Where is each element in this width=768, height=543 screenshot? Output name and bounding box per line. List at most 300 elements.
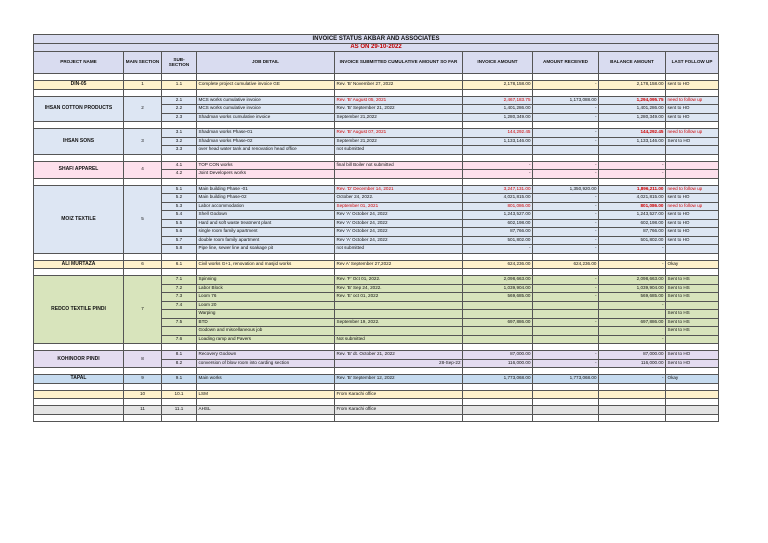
sub-section-cell[interactable]: 5.8	[162, 245, 197, 254]
sub-section-cell[interactable]: 10.1	[162, 390, 197, 399]
invoice-submitted-cell[interactable]: Rev. 'B' August 07, 2021	[335, 129, 463, 138]
empty-cell[interactable]	[666, 74, 719, 81]
empty-cell[interactable]	[34, 414, 124, 421]
invoice-submitted-cell[interactable]: September 21,2022	[335, 113, 463, 122]
invoice-amount-cell[interactable]: 87,000.00	[463, 351, 533, 360]
project-name-cell[interactable]: KOHINOOR PINDI	[34, 351, 124, 368]
empty-cell[interactable]	[197, 383, 335, 390]
last-follow-up-cell[interactable]: need to follow up	[666, 202, 719, 211]
amount-received-cell[interactable]	[533, 335, 599, 344]
invoice-submitted-cell[interactable]: not submitted	[335, 146, 463, 155]
job-detail-cell[interactable]: BTD	[197, 318, 335, 327]
job-detail-cell[interactable]: Civil works G+1, renovation and masjid works	[197, 260, 335, 269]
invoice-amount-cell[interactable]: 2,178,158.00	[463, 81, 533, 90]
empty-cell[interactable]	[197, 89, 335, 96]
sub-section-cell[interactable]: 5.1	[162, 185, 197, 194]
empty-cell[interactable]	[666, 122, 719, 129]
sub-section-cell[interactable]: 7.2	[162, 284, 197, 293]
empty-cell[interactable]	[533, 89, 599, 96]
amount-received-cell[interactable]	[533, 406, 599, 415]
amount-received-cell[interactable]: -	[533, 276, 599, 285]
last-follow-up-cell[interactable]: Okay	[666, 260, 719, 269]
job-detail-cell[interactable]: Labor accommodation	[197, 202, 335, 211]
empty-cell[interactable]	[34, 383, 124, 390]
empty-cell[interactable]	[666, 344, 719, 351]
amount-received-cell[interactable]	[533, 327, 599, 336]
empty-cell[interactable]	[124, 74, 162, 81]
empty-cell[interactable]	[666, 368, 719, 375]
amount-received-cell[interactable]: -	[533, 113, 599, 122]
amount-received-cell[interactable]: -	[533, 161, 599, 170]
empty-cell[interactable]	[463, 344, 533, 351]
invoice-submitted-cell[interactable]: Rev. 'B' Sep 24, 2022.	[335, 284, 463, 293]
job-detail-cell[interactable]: Pipe line, sewer line and soakage pit	[197, 245, 335, 254]
empty-cell[interactable]	[599, 122, 666, 129]
last-follow-up-cell[interactable]	[666, 146, 719, 155]
job-detail-cell[interactable]: Loom 76	[197, 293, 335, 302]
last-follow-up-cell[interactable]	[666, 161, 719, 170]
invoice-amount-cell[interactable]: -	[463, 245, 533, 254]
amount-received-cell[interactable]: -	[533, 228, 599, 237]
header-amount-received[interactable]: AMOUNT RECEIVED	[533, 52, 599, 74]
main-section-cell[interactable]: 6	[124, 260, 162, 269]
balance-amount-cell[interactable]: 87,000.00	[599, 351, 666, 360]
header-last-follow-up[interactable]: LAST FOLLOW UP	[666, 52, 719, 74]
invoice-submitted-cell[interactable]: Rev 'A' October 24, 2022	[335, 219, 463, 228]
project-name-cell[interactable]: MOIZ TEXTILE	[34, 185, 124, 253]
balance-amount-cell[interactable]: -	[599, 170, 666, 179]
balance-amount-cell[interactable]: 1,896,211.00	[599, 185, 666, 194]
sub-section-cell[interactable]: 2.2	[162, 105, 197, 114]
balance-amount-cell[interactable]: 2,098,663.00	[599, 276, 666, 285]
invoice-amount-cell[interactable]	[463, 335, 533, 344]
main-section-cell[interactable]: 10	[124, 390, 162, 399]
invoice-submitted-cell[interactable]: final bill Boiler not submitted	[335, 161, 463, 170]
empty-cell[interactable]	[162, 269, 197, 276]
empty-cell[interactable]	[599, 344, 666, 351]
empty-cell[interactable]	[335, 383, 463, 390]
balance-amount-cell[interactable]: 602,198.00	[599, 219, 666, 228]
amount-received-cell[interactable]	[533, 390, 599, 399]
invoice-amount-cell[interactable]: 1,243,527.00	[463, 211, 533, 220]
empty-cell[interactable]	[34, 154, 124, 161]
empty-cell[interactable]	[599, 269, 666, 276]
last-follow-up-cell[interactable]: sent to HO	[666, 194, 719, 203]
invoice-submitted-cell[interactable]	[335, 301, 463, 310]
job-detail-cell[interactable]: Spinning	[197, 276, 335, 285]
empty-cell[interactable]	[533, 178, 599, 185]
job-detail-cell[interactable]: Complete project cumulative invoice GE	[197, 81, 335, 90]
invoice-submitted-cell[interactable]: Rev. 'B' September 21, 2022	[335, 105, 463, 114]
empty-cell[interactable]	[162, 253, 197, 260]
main-section-cell[interactable]: 7	[124, 276, 162, 344]
sub-section-cell[interactable]: 11.1	[162, 406, 197, 415]
empty-cell[interactable]	[599, 154, 666, 161]
invoice-submitted-cell[interactable]: not submitted	[335, 245, 463, 254]
sub-section-cell[interactable]: 3.3	[162, 146, 197, 155]
empty-cell[interactable]	[666, 178, 719, 185]
invoice-submitted-cell[interactable]	[335, 310, 463, 319]
empty-cell[interactable]	[463, 368, 533, 375]
main-section-cell[interactable]: 8	[124, 351, 162, 368]
empty-cell[interactable]	[666, 253, 719, 260]
invoice-submitted-cell[interactable]: Rev 'A' October 24, 2022	[335, 236, 463, 245]
empty-cell[interactable]	[599, 89, 666, 96]
last-follow-up-cell[interactable]: Sent to HS	[666, 284, 719, 293]
invoice-submitted-cell[interactable]: September 01, 2021	[335, 202, 463, 211]
empty-cell[interactable]	[463, 178, 533, 185]
last-follow-up-cell[interactable]: Sent to HO	[666, 137, 719, 146]
empty-cell[interactable]	[463, 383, 533, 390]
empty-cell[interactable]	[335, 74, 463, 81]
empty-cell[interactable]	[533, 122, 599, 129]
amount-received-cell[interactable]: -	[533, 351, 599, 360]
sub-section-cell[interactable]: 3.2	[162, 137, 197, 146]
empty-cell[interactable]	[197, 122, 335, 129]
empty-cell[interactable]	[34, 178, 124, 185]
amount-received-cell[interactable]: -	[533, 202, 599, 211]
main-section-cell[interactable]: 5	[124, 185, 162, 253]
job-detail-cell[interactable]: Godown and miscellaneous job	[197, 327, 335, 336]
empty-cell[interactable]	[666, 89, 719, 96]
header-sub-section[interactable]: SUB-SECTION	[162, 52, 197, 74]
job-detail-cell[interactable]: Shadman works cumulative invoice	[197, 113, 335, 122]
empty-cell[interactable]	[335, 154, 463, 161]
empty-cell[interactable]	[197, 269, 335, 276]
invoice-amount-cell[interactable]: 602,198.00	[463, 219, 533, 228]
job-detail-cell[interactable]: Shadman works Phase-02	[197, 137, 335, 146]
empty-cell[interactable]	[124, 89, 162, 96]
invoice-amount-cell[interactable]: -	[463, 170, 533, 179]
main-section-cell[interactable]: 9	[124, 375, 162, 384]
invoice-amount-cell[interactable]: 1,401,286.00	[463, 105, 533, 114]
last-follow-up-cell[interactable]: need to follow up	[666, 185, 719, 194]
project-name-cell[interactable]: ALI MURTAZA	[34, 260, 124, 269]
invoice-amount-cell[interactable]: 3,247,131.00	[463, 185, 533, 194]
empty-cell[interactable]	[124, 253, 162, 260]
sub-section-cell[interactable]: 6.1	[162, 260, 197, 269]
amount-received-cell[interactable]: -	[533, 129, 599, 138]
empty-cell[interactable]	[124, 122, 162, 129]
balance-amount-cell[interactable]: 87,766.00	[599, 228, 666, 237]
header-project-name[interactable]: PROJECT NAME	[34, 52, 124, 74]
invoice-amount-cell[interactable]: 501,802.00	[463, 236, 533, 245]
balance-amount-cell[interactable]	[599, 406, 666, 415]
empty-cell[interactable]	[335, 368, 463, 375]
empty-cell[interactable]	[162, 344, 197, 351]
job-detail-cell[interactable]: conversion of blow room into carding section	[197, 359, 335, 368]
empty-cell[interactable]	[533, 414, 599, 421]
invoice-amount-cell[interactable]: 624,236.00	[463, 260, 533, 269]
main-section-cell[interactable]: 3	[124, 129, 162, 155]
balance-amount-cell[interactable]: -	[599, 245, 666, 254]
job-detail-cell[interactable]: Main building Phase-02	[197, 194, 335, 203]
empty-cell[interactable]	[335, 269, 463, 276]
invoice-amount-cell[interactable]	[463, 406, 533, 415]
job-detail-cell[interactable]: MCS works cumulative invoice	[197, 96, 335, 105]
main-section-cell[interactable]: 2	[124, 96, 162, 122]
amount-received-cell[interactable]: -	[533, 318, 599, 327]
empty-cell[interactable]	[599, 74, 666, 81]
empty-cell[interactable]	[162, 154, 197, 161]
amount-received-cell[interactable]: -	[533, 105, 599, 114]
sheet-title[interactable]: INVOICE STATUS AKBAR AND ASSOCIATES	[34, 35, 719, 44]
main-section-cell[interactable]: 4	[124, 161, 162, 178]
last-follow-up-cell[interactable]: Sent to HO	[666, 359, 719, 368]
sub-section-cell[interactable]: 5.4	[162, 211, 197, 220]
invoice-submitted-cell[interactable]: 28-Sep-22	[335, 359, 463, 368]
last-follow-up-cell[interactable]	[666, 245, 719, 254]
last-follow-up-cell[interactable]: sent to HO	[666, 105, 719, 114]
balance-amount-cell[interactable]: -	[599, 161, 666, 170]
balance-amount-cell[interactable]: 501,802.00	[599, 236, 666, 245]
empty-cell[interactable]	[162, 89, 197, 96]
sub-section-cell[interactable]: 7.3	[162, 293, 197, 302]
balance-amount-cell[interactable]	[599, 310, 666, 319]
project-name-cell[interactable]	[34, 390, 124, 399]
amount-received-cell[interactable]: -	[533, 137, 599, 146]
job-detail-cell[interactable]: over head water tank and renovation head office	[197, 146, 335, 155]
invoice-amount-cell[interactable]: 569,685.00	[463, 293, 533, 302]
last-follow-up-cell[interactable]: Sent to HS	[666, 293, 719, 302]
empty-cell[interactable]	[335, 344, 463, 351]
invoice-amount-cell[interactable]: 1,280,349.00	[463, 113, 533, 122]
amount-received-cell[interactable]: -	[533, 293, 599, 302]
empty-cell[interactable]	[463, 74, 533, 81]
last-follow-up-cell[interactable]	[666, 170, 719, 179]
project-name-cell[interactable]: IHSAN COTTON PRODUCTS	[34, 96, 124, 122]
job-detail-cell[interactable]: double room family apartment	[197, 236, 335, 245]
job-detail-cell[interactable]: Shadman works Phase-01	[197, 129, 335, 138]
empty-cell[interactable]	[335, 122, 463, 129]
balance-amount-cell[interactable]: 2,178,158.00	[599, 81, 666, 90]
last-follow-up-cell[interactable]	[666, 390, 719, 399]
job-detail-cell[interactable]: Warping	[197, 310, 335, 319]
last-follow-up-cell[interactable]: Okay	[666, 375, 719, 384]
sub-section-cell[interactable]: 9.1	[162, 375, 197, 384]
empty-cell[interactable]	[533, 383, 599, 390]
empty-cell[interactable]	[197, 399, 335, 406]
last-follow-up-cell[interactable]: sent to HO	[666, 236, 719, 245]
job-detail-cell[interactable]: AHSL	[197, 406, 335, 415]
sub-section-cell[interactable]: 1.1	[162, 81, 197, 90]
empty-cell[interactable]	[34, 253, 124, 260]
invoice-submitted-cell[interactable]: From Karachi office	[335, 406, 463, 415]
empty-cell[interactable]	[34, 122, 124, 129]
empty-cell[interactable]	[197, 344, 335, 351]
empty-cell[interactable]	[34, 74, 124, 81]
sub-section-cell[interactable]: 2.3	[162, 113, 197, 122]
sub-section-cell[interactable]: 5.5	[162, 219, 197, 228]
sub-section-cell[interactable]: 2.1	[162, 96, 197, 105]
project-name-cell[interactable]: IHSAN SONS	[34, 129, 124, 155]
last-follow-up-cell[interactable]	[666, 406, 719, 415]
empty-cell[interactable]	[599, 368, 666, 375]
empty-cell[interactable]	[463, 89, 533, 96]
invoice-amount-cell[interactable]: 1,039,904.00	[463, 284, 533, 293]
header-invoice-amount[interactable]: INVOICE AMOUNT	[463, 52, 533, 74]
sub-section-cell[interactable]: 7.4	[162, 301, 197, 310]
amount-received-cell[interactable]: -	[533, 219, 599, 228]
balance-amount-cell[interactable]: 1,294,095.75	[599, 96, 666, 105]
invoice-submitted-cell[interactable]: Rev 'A' October 24, 2022	[335, 211, 463, 220]
sheet-subtitle[interactable]: AS ON 29-10-2022	[34, 43, 719, 52]
balance-amount-cell[interactable]: 1,133,146.00	[599, 137, 666, 146]
invoice-submitted-cell[interactable]: Rev. 'F' Oct 01, 2022.	[335, 276, 463, 285]
empty-cell[interactable]	[335, 89, 463, 96]
empty-cell[interactable]	[335, 414, 463, 421]
header-job-detail[interactable]: JOB DETAIL	[197, 52, 335, 74]
sub-section-cell[interactable]	[162, 310, 197, 319]
empty-cell[interactable]	[197, 178, 335, 185]
job-detail-cell[interactable]: Loading ramp and Pavers	[197, 335, 335, 344]
empty-cell[interactable]	[599, 399, 666, 406]
sub-section-cell[interactable]: 5.7	[162, 236, 197, 245]
invoice-submitted-cell[interactable]	[335, 327, 463, 336]
amount-received-cell[interactable]	[533, 146, 599, 155]
job-detail-cell[interactable]: Recovery Godown	[197, 351, 335, 360]
amount-received-cell[interactable]: -	[533, 211, 599, 220]
last-follow-up-cell[interactable]: Sent to HS	[666, 327, 719, 336]
balance-amount-cell[interactable]	[599, 146, 666, 155]
empty-cell[interactable]	[533, 253, 599, 260]
empty-cell[interactable]	[162, 368, 197, 375]
last-follow-up-cell[interactable]: sent to HO	[666, 211, 719, 220]
empty-cell[interactable]	[34, 89, 124, 96]
amount-received-cell[interactable]: -	[533, 194, 599, 203]
sub-section-cell[interactable]: 5.3	[162, 202, 197, 211]
job-detail-cell[interactable]: Joint Developers works	[197, 170, 335, 179]
last-follow-up-cell[interactable]: Sent to HS	[666, 310, 719, 319]
invoice-amount-cell[interactable]: 2,098,663.00	[463, 276, 533, 285]
job-detail-cell[interactable]: single room family apartment	[197, 228, 335, 237]
invoice-amount-cell[interactable]: 87,766.00	[463, 228, 533, 237]
amount-received-cell[interactable]: -	[533, 81, 599, 90]
invoice-submitted-cell[interactable]: Rev. 'B' August 05, 2021	[335, 96, 463, 105]
empty-cell[interactable]	[124, 414, 162, 421]
empty-cell[interactable]	[124, 178, 162, 185]
main-section-cell[interactable]: 1	[124, 81, 162, 90]
invoice-submitted-cell[interactable]: Rev. 'B' September 12, 2022	[335, 375, 463, 384]
empty-cell[interactable]	[666, 269, 719, 276]
balance-amount-cell[interactable]: -	[599, 335, 666, 344]
amount-received-cell[interactable]	[533, 301, 599, 310]
amount-received-cell[interactable]	[533, 310, 599, 319]
invoice-amount-cell[interactable]: 144,292.45	[463, 129, 533, 138]
last-follow-up-cell[interactable]: sent to HO	[666, 219, 719, 228]
invoice-submitted-cell[interactable]: Rev 'A' October 24, 2022	[335, 228, 463, 237]
job-detail-cell[interactable]: TOP CON works	[197, 161, 335, 170]
invoice-amount-cell[interactable]	[463, 146, 533, 155]
job-detail-cell[interactable]: Shell Godown	[197, 211, 335, 220]
empty-cell[interactable]	[599, 383, 666, 390]
balance-amount-cell[interactable]: 697,886.00	[599, 318, 666, 327]
empty-cell[interactable]	[197, 154, 335, 161]
empty-cell[interactable]	[666, 399, 719, 406]
invoice-amount-cell[interactable]: 1,133,146.00	[463, 137, 533, 146]
balance-amount-cell[interactable]: 1,280,349.00	[599, 113, 666, 122]
empty-cell[interactable]	[463, 122, 533, 129]
empty-cell[interactable]	[666, 154, 719, 161]
invoice-submitted-cell[interactable]: From Karachi office	[335, 390, 463, 399]
invoice-submitted-cell[interactable]: Rev. 'E' oct 01, 2022	[335, 293, 463, 302]
empty-cell[interactable]	[162, 414, 197, 421]
invoice-amount-cell[interactable]	[463, 301, 533, 310]
invoice-submitted-cell[interactable]: October 24, 2022.	[335, 194, 463, 203]
last-follow-up-cell[interactable]: need to follow up	[666, 96, 719, 105]
sub-section-cell[interactable]: 4.2	[162, 170, 197, 179]
amount-received-cell[interactable]: -	[533, 170, 599, 179]
sub-section-cell[interactable]: 3.1	[162, 129, 197, 138]
empty-cell[interactable]	[533, 368, 599, 375]
balance-amount-cell[interactable]: 569,685.00	[599, 293, 666, 302]
project-name-cell[interactable]: SHAFI APPAREL	[34, 161, 124, 178]
job-detail-cell[interactable]: Hard and soft waste treatment plant	[197, 219, 335, 228]
header-invoice-submitted[interactable]: INVOICE SUBMITTED CUMULATIVE AMOUNT SO FAR	[335, 52, 463, 74]
invoice-submitted-cell[interactable]: Rev. 'D' December 14, 2021	[335, 185, 463, 194]
job-detail-cell[interactable]: Loom 20	[197, 301, 335, 310]
empty-cell[interactable]	[533, 344, 599, 351]
empty-cell[interactable]	[34, 368, 124, 375]
invoice-amount-cell[interactable]: 1,773,068.00	[463, 375, 533, 384]
last-follow-up-cell[interactable]	[666, 301, 719, 310]
last-follow-up-cell[interactable]: sent to HO	[666, 228, 719, 237]
empty-cell[interactable]	[124, 368, 162, 375]
invoice-amount-cell[interactable]	[463, 310, 533, 319]
empty-cell[interactable]	[463, 269, 533, 276]
balance-amount-cell[interactable]: 1,039,904.00	[599, 284, 666, 293]
empty-cell[interactable]	[162, 178, 197, 185]
invoice-amount-cell[interactable]: 116,000.00	[463, 359, 533, 368]
invoice-submitted-cell[interactable]: Rev. 'B' dt. October 21, 2022	[335, 351, 463, 360]
project-name-cell[interactable]	[34, 406, 124, 415]
project-name-cell[interactable]: DIN-05	[34, 81, 124, 90]
empty-cell[interactable]	[162, 399, 197, 406]
empty-cell[interactable]	[197, 414, 335, 421]
empty-cell[interactable]	[533, 269, 599, 276]
header-balance-amount[interactable]: BALANCE AMOUNT	[599, 52, 666, 74]
empty-cell[interactable]	[124, 154, 162, 161]
invoice-amount-cell[interactable]: 801,086.00	[463, 202, 533, 211]
amount-received-cell[interactable]: 1,773,068.00	[533, 375, 599, 384]
empty-cell[interactable]	[197, 253, 335, 260]
invoice-amount-cell[interactable]: -	[463, 161, 533, 170]
last-follow-up-cell[interactable]: Sent to HS	[666, 276, 719, 285]
empty-cell[interactable]	[463, 399, 533, 406]
balance-amount-cell[interactable]: 144,292.45	[599, 129, 666, 138]
empty-cell[interactable]	[124, 383, 162, 390]
sub-section-cell[interactable]: 7.1	[162, 276, 197, 285]
empty-cell[interactable]	[34, 269, 124, 276]
balance-amount-cell[interactable]: 801,086.00	[599, 202, 666, 211]
sub-section-cell[interactable]: 5.6	[162, 228, 197, 237]
last-follow-up-cell[interactable]: Sent to HO	[666, 351, 719, 360]
invoice-amount-cell[interactable]	[463, 390, 533, 399]
last-follow-up-cell[interactable]: sent to HO	[666, 81, 719, 90]
empty-cell[interactable]	[34, 399, 124, 406]
empty-cell[interactable]	[599, 253, 666, 260]
balance-amount-cell[interactable]	[599, 390, 666, 399]
empty-cell[interactable]	[197, 368, 335, 375]
empty-cell[interactable]	[162, 122, 197, 129]
sub-section-cell[interactable]: 8.2	[162, 359, 197, 368]
project-name-cell[interactable]: REDCO TEXTILE PINDI	[34, 276, 124, 344]
invoice-submitted-cell[interactable]: Not submitted	[335, 335, 463, 344]
empty-cell[interactable]	[463, 253, 533, 260]
last-follow-up-cell[interactable]: sent to HO	[666, 113, 719, 122]
invoice-submitted-cell[interactable]	[335, 170, 463, 179]
sub-section-cell[interactable]: 8.1	[162, 351, 197, 360]
